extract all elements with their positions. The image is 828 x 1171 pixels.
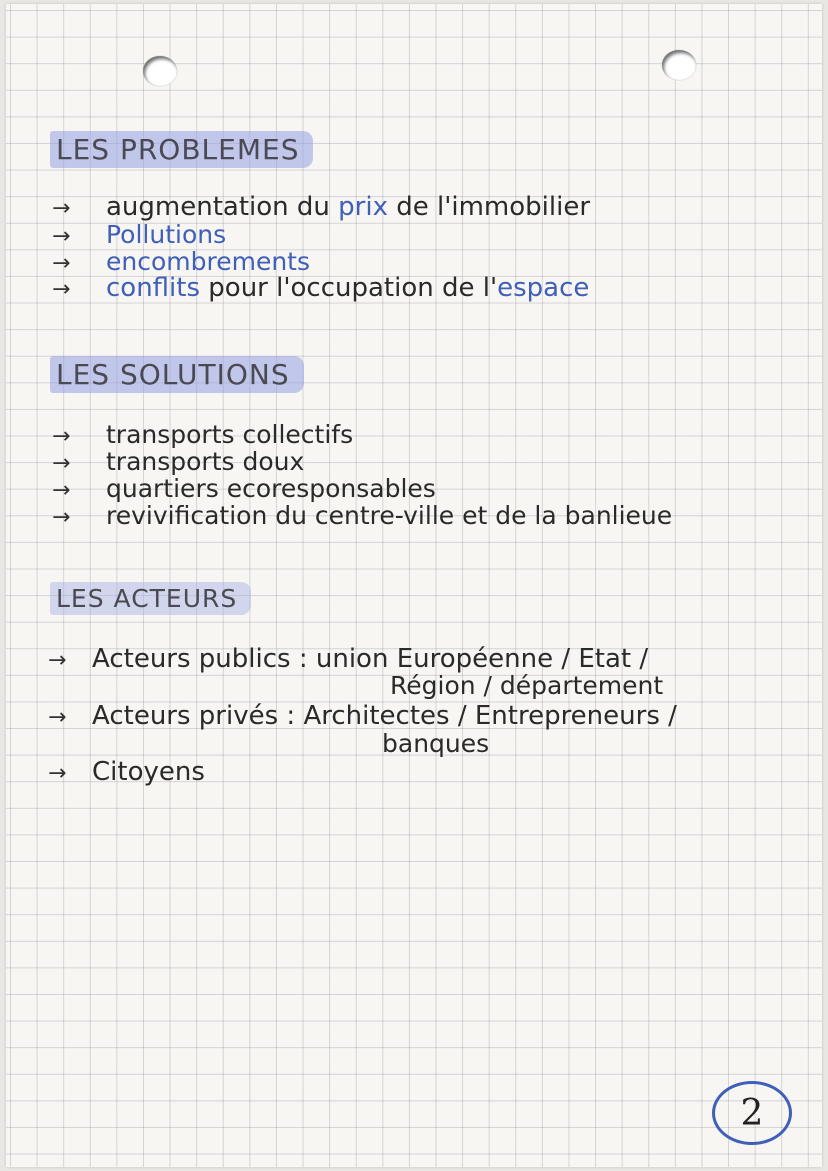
solution-text: transports collectifs [106, 420, 354, 449]
actor-private [48, 701, 677, 733]
list-item [52, 448, 672, 475]
problem-keyword: encombrements [106, 247, 311, 276]
problem-keyword: espace [497, 273, 590, 303]
arrow-icon: → [52, 224, 71, 249]
solutions-heading [50, 358, 304, 391]
actors-heading [50, 586, 251, 611]
solutions-title: LES SOLUTIONS [50, 356, 304, 393]
arrow-icon: → [48, 648, 67, 673]
punch-hole-left [143, 56, 177, 86]
solution-text: quartiers ecoresponsables [106, 474, 436, 503]
problem-keyword: Pollutions [106, 220, 227, 249]
list-item [52, 421, 672, 448]
list-item [52, 221, 590, 248]
actor-label: Acteurs privés : [92, 701, 296, 731]
actor-private-continuation: banques [382, 729, 490, 758]
problem-text: pour l'occupation de l' [200, 273, 498, 303]
arrow-icon: → [52, 251, 71, 276]
arrow-icon: → [52, 196, 71, 221]
list-item [52, 194, 590, 221]
actor-label: Acteurs publics : [92, 644, 308, 674]
notebook-page [6, 4, 822, 1167]
actor-value: Architectes / Entrepreneurs / [303, 701, 677, 731]
arrow-icon: → [52, 277, 71, 302]
page-number: 2 [712, 1081, 792, 1145]
problems-heading [50, 133, 313, 166]
solution-text: transports doux [106, 447, 305, 476]
list-item [52, 248, 590, 275]
list-item [52, 275, 590, 302]
problems-title: LES PROBLEMES [50, 131, 313, 168]
arrow-icon: → [52, 505, 71, 530]
arrow-icon: → [52, 478, 71, 503]
solution-text: revivification du centre-ville et de la banlieue [106, 501, 673, 530]
actor-public-continuation: Région / département [390, 671, 664, 700]
actor-citizens [48, 757, 205, 789]
arrow-icon: → [52, 424, 71, 449]
list-item [52, 502, 672, 529]
punch-hole-right [662, 50, 696, 80]
problem-keyword: conflits [106, 273, 201, 303]
arrow-icon: → [48, 761, 67, 786]
solutions-list [52, 421, 672, 529]
actors-title: LES ACTEURS [50, 582, 251, 615]
list-item [52, 475, 672, 502]
actor-value: union Européenne / Etat / [315, 644, 649, 674]
problem-text: augmentation du [106, 192, 339, 222]
problems-list [52, 194, 590, 302]
arrow-icon: → [48, 705, 67, 730]
problem-keyword: prix [338, 192, 388, 222]
actor-label: Citoyens [92, 757, 205, 787]
arrow-icon: → [52, 451, 71, 476]
problem-text: de l'immobilier [387, 192, 591, 222]
